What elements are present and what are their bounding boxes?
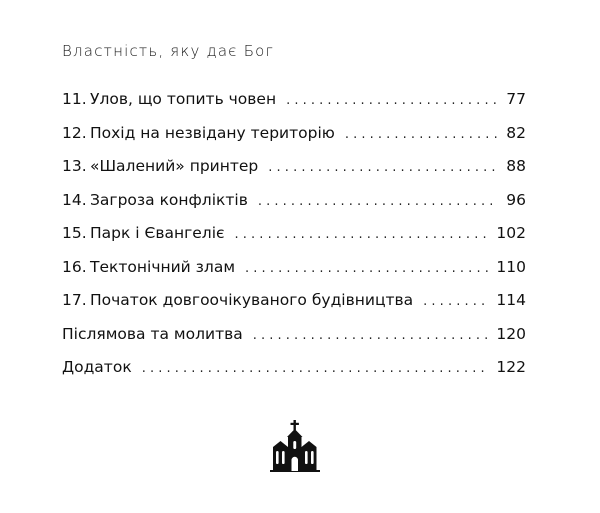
toc-entry[interactable] <box>62 90 526 124</box>
toc-entry[interactable] <box>62 258 526 292</box>
toc-entry-page: 120 <box>496 324 526 343</box>
toc-entry-title: «Шалений» принтер <box>90 157 259 175</box>
toc-entry-number: 16. <box>62 257 87 276</box>
toc-dot-leader <box>423 294 490 309</box>
toc-entry-page: 96 <box>506 190 526 209</box>
toc-entry-title: Початок довгоочікуваного будівництва <box>90 291 414 309</box>
church-icon <box>270 420 320 472</box>
toc-entry-page: 77 <box>506 90 526 108</box>
toc-entry-title: Тектонічний злам <box>90 257 236 276</box>
toc-dot-leader <box>142 361 491 376</box>
toc-entry-title: Післямова та молитва <box>62 324 243 343</box>
toc-entry-page: 82 <box>506 123 526 142</box>
toc-dot-leader <box>253 328 491 343</box>
toc-entry[interactable] <box>62 191 526 225</box>
toc-entry-page: 122 <box>496 358 526 376</box>
toc-entry-title: Похід на незвідану територію <box>90 123 335 142</box>
toc-dot-leader <box>235 227 491 242</box>
toc-entry-page: 114 <box>496 291 526 309</box>
toc-entry[interactable] <box>62 291 526 325</box>
toc-dot-leader <box>286 93 498 108</box>
toc-dot-leader <box>345 127 498 142</box>
toc-entry[interactable] <box>62 124 526 158</box>
toc-entry-number: 11. <box>62 90 87 108</box>
toc-entry-page: 110 <box>496 257 526 276</box>
toc-entry-number: 17. <box>62 291 87 309</box>
toc-entry-page: 102 <box>496 224 526 242</box>
toc-entry-unnumbered[interactable] <box>62 325 526 359</box>
toc-entry-number: 12. <box>62 123 87 142</box>
toc-entry[interactable] <box>62 157 526 191</box>
toc-entry-number: 13. <box>62 157 87 175</box>
toc-entry-page: 88 <box>506 157 526 175</box>
toc-entry-number: 15. <box>62 224 87 242</box>
toc-dot-leader <box>258 194 498 209</box>
running-header: Властність, яку дає Бог <box>62 42 275 60</box>
toc-entry-title: Додаток <box>62 358 132 376</box>
table-of-contents <box>62 90 526 392</box>
toc-entry-title: Улов, що топить човен <box>90 90 277 108</box>
toc-entry-title: Загроза конфліктів <box>90 190 248 209</box>
toc-entry-number: 14. <box>62 190 87 209</box>
toc-dot-leader <box>268 160 498 175</box>
toc-entry-unnumbered[interactable] <box>62 358 526 392</box>
toc-dot-leader <box>245 261 490 276</box>
toc-entry[interactable] <box>62 224 526 258</box>
toc-entry-title: Парк і Євангеліє <box>90 224 225 242</box>
